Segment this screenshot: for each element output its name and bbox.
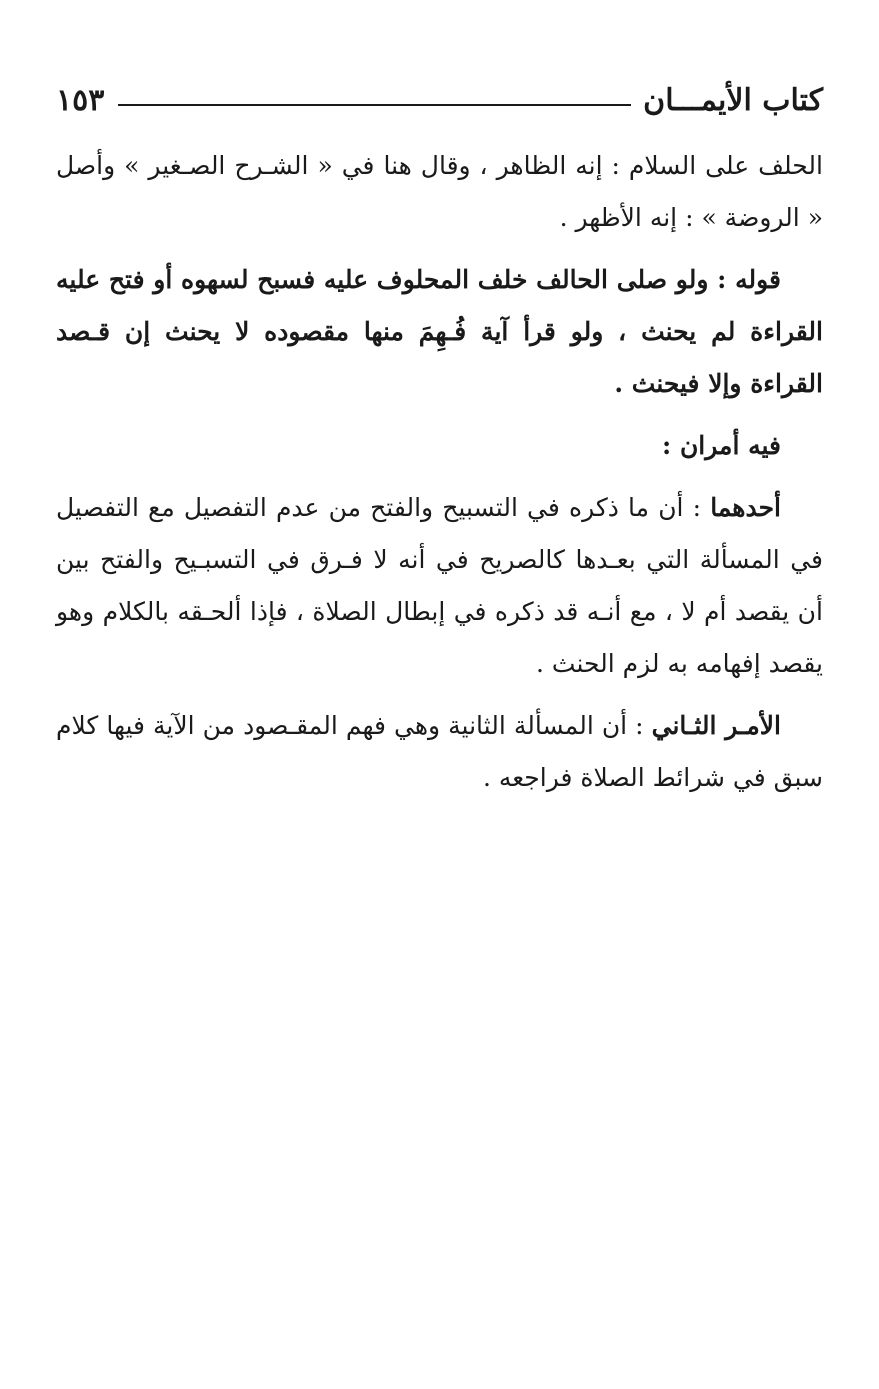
running-title: كتاب الأيمـــان bbox=[643, 82, 823, 118]
paragraph-quoted-statement bbox=[56, 254, 823, 410]
paragraph-lead: الأمـر الثـاني bbox=[651, 711, 781, 740]
paragraph-lead: أحدهما bbox=[710, 493, 781, 522]
paragraph-second-point bbox=[56, 700, 823, 804]
paragraph-text: الحلف على السلام : إنه الظاهر ، وقال هنا في « الشـرح الصـغير » وأصل « الروضة » : إنه الأظهر . bbox=[56, 151, 823, 232]
paragraph-first-point bbox=[56, 482, 823, 690]
header-rule bbox=[118, 104, 631, 106]
paragraph-text: : أن ما ذكره في التسبيح والفتح من عدم التفصيل مع التفصيل في المسألة التي بعـدها كالصريح في أنه لا فـرق في التسبـيح والفتح بين أن يقصد أم لا ، مع أنـه قد ذكره في إبطال الصلاة ، فإذا ألحـقه بالكلام وهو يقصد إفهامه به لزم الحنث . bbox=[56, 493, 823, 678]
paragraph-text: : أن المسألة الثانية وهي فهم المقـصود من الآية فيها كلام سبق في شرائط الصلاة فراجعه . bbox=[56, 711, 823, 792]
page-number: ١٥٣ bbox=[56, 82, 105, 118]
paragraph-text: قوله : ولو صلى الحالف خلف المحلوف عليه فسبح لسهوه أو فتح عليه القراءة لم يحنث ، ولو قرأ آية فُـهِمَ منها مقصوده لا يحنث إن قـصد القراءة وإلا فيحنث . bbox=[56, 265, 823, 398]
paragraph-text: فيه أمران : bbox=[662, 431, 781, 460]
page-body bbox=[56, 140, 823, 814]
page-header bbox=[56, 76, 823, 124]
paragraph-subheading bbox=[56, 420, 823, 472]
paragraph-continuation bbox=[56, 140, 823, 244]
